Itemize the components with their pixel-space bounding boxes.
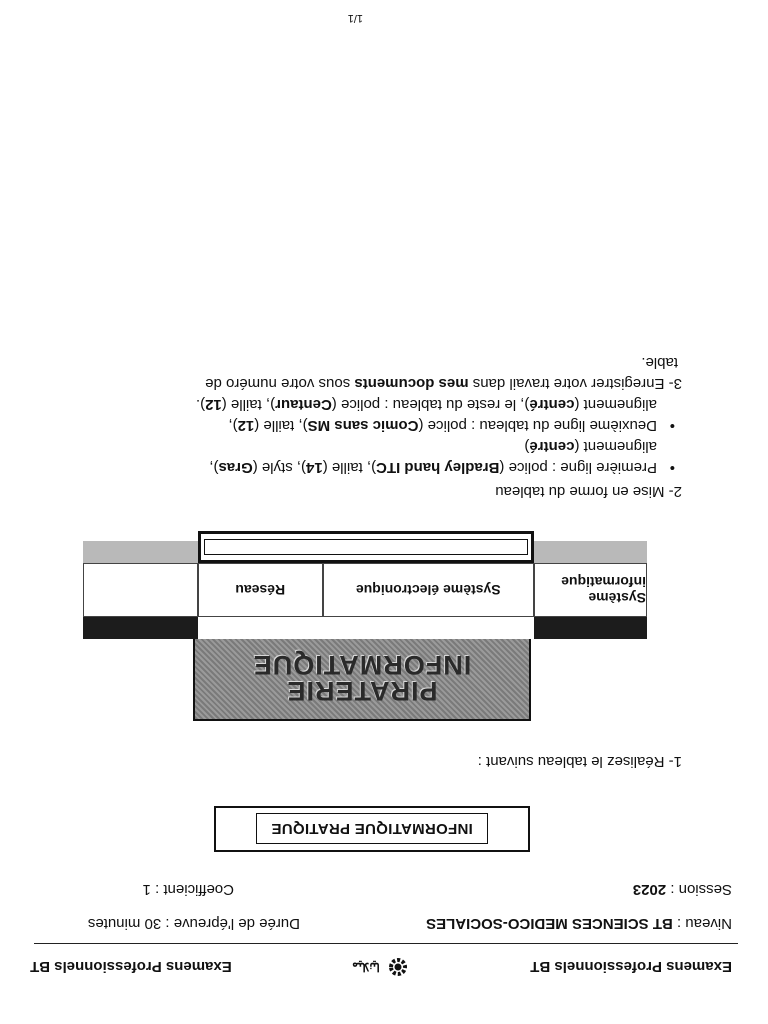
wordart-line1: PIRATERIE (286, 676, 438, 706)
header-logo (352, 955, 410, 979)
bullet-item-2: • Deuxième ligne du tableau : police (Comic sans MS), taille (12), alignement (centré), le reste du tableau : police (Centaur), taille (12). (195, 396, 675, 434)
col-reseau: Réseau (198, 563, 323, 617)
niveau-value: BT SCIENCES MEDICO-SOCIALES (426, 915, 673, 932)
header-left-title: Examens Professionnels BT (530, 958, 732, 976)
session-value: 2023 (632, 881, 667, 898)
wordart-line2: INFORMATIQUE (252, 650, 472, 680)
niveau-line (426, 915, 732, 932)
table-header-row (83, 563, 647, 617)
exercise2-heading: 2- Mise en forme du tableau (495, 483, 682, 500)
header-right-title: Examens Professionnels BT (30, 958, 232, 976)
bullet-item-1: • Première ligne : police (Bradley hand ITC), taille (14), style (Gras), alignement (centré) (209, 438, 675, 476)
title-box (214, 806, 530, 852)
table-top-bar (83, 617, 647, 639)
exercise1-heading: 1- Réalisez le tableau suivant : (477, 753, 682, 770)
page-title: INFORMATIQUE PRATIQUE (256, 814, 488, 845)
col-systeme-informatique: Système informatique (534, 563, 647, 617)
table-input-field (204, 539, 528, 555)
col-blank (83, 563, 198, 617)
session-label: Session : (666, 881, 732, 898)
session-line (633, 881, 732, 898)
wordart-title (193, 635, 531, 721)
header (30, 952, 732, 982)
duree-line: Durée de l'épreuve : 30 minutes (87, 915, 300, 932)
page-number: 1/1 (347, 12, 363, 24)
table-bottom-bar (83, 531, 647, 563)
bullet-icon: • (669, 417, 675, 434)
niveau-label: Niveau : (672, 915, 732, 932)
logo-text: ميلانيا (352, 960, 380, 974)
header-divider (34, 943, 738, 944)
table-input-band (198, 531, 534, 563)
col-systeme-electronique: Système électronique (323, 563, 534, 617)
exercise3-text: 3- Enregistrer votre travail dans mes documents sous votre numéro de table. (205, 354, 682, 392)
gear-logo-icon (382, 955, 410, 979)
bullet-icon: • (669, 459, 675, 476)
coefficient-line: Coefficient : 1 (142, 881, 234, 898)
network-table (83, 531, 647, 639)
